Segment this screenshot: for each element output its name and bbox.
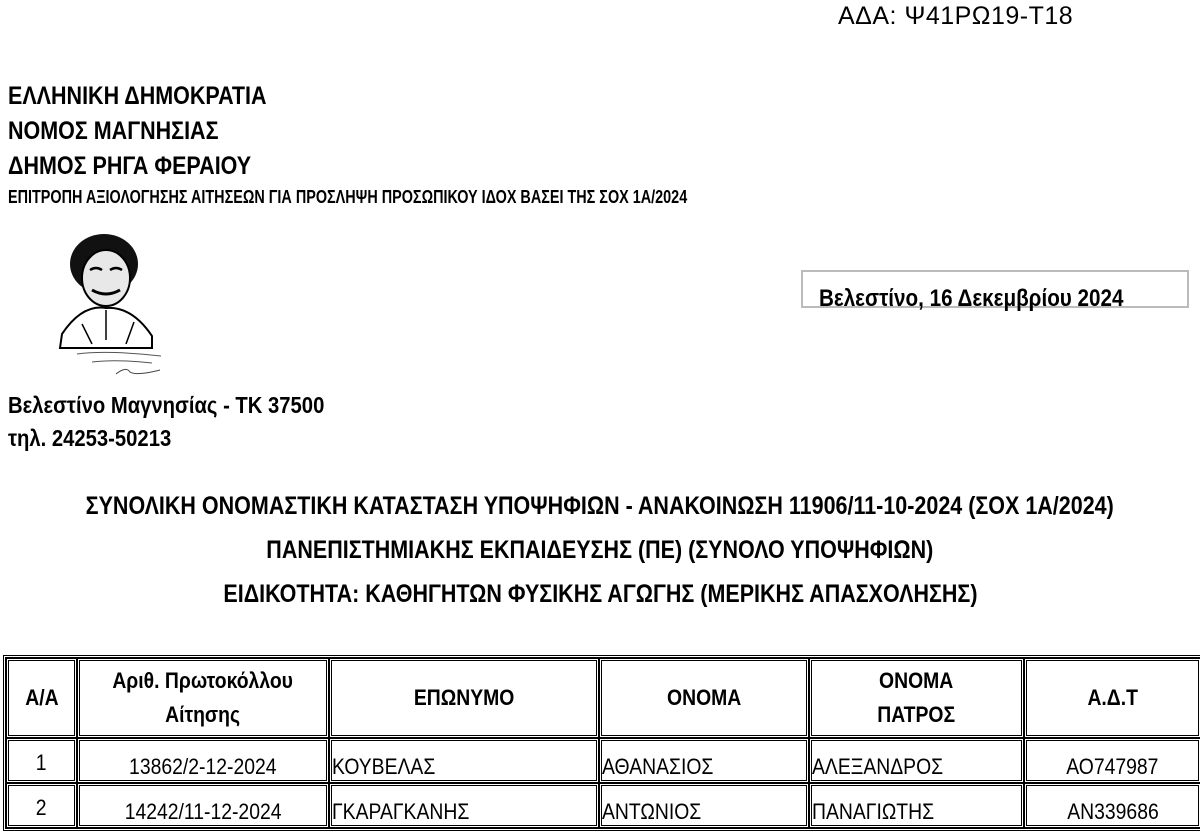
candidates-table [3,655,1200,831]
cell-adt: ΑΟ747987 [1024,738,1200,783]
header-father-name: ΟΝΟΜΑ ΠΑΤΡΟΣ [809,658,1024,738]
header-surname: ΕΠΩΝΥΜΟ [329,658,599,738]
cell-name: ΑΘΑΝΑΣΙΟΣ [599,738,809,783]
cell-father-name: ΑΛΕΞΑΝΔΡΟΣ [809,738,1024,783]
table-header-row [6,658,1200,738]
header-name: ΟΝΟΜΑ [599,658,809,738]
header-aa: Α/Α [6,658,77,738]
table-row [6,738,1200,783]
cell-adt: ΑΝ339686 [1024,783,1200,828]
cell-protocol: 14242/11-12-2024 [77,783,329,828]
header-protocol: Αριθ. Πρωτοκόλλου Αίτησης [77,658,329,738]
document-date: Βελεστίνο, 16 Δεκεμβρίου 2024 [819,285,1124,312]
cell-father-name: ΠΑΝΑΓΙΩΤΗΣ [809,783,1024,828]
date-box [801,270,1189,312]
table-row [6,783,1200,828]
cell-protocol: 13862/2-12-2024 [77,738,329,783]
header-country: ΕΛΛΗΝΙΚΗ ΔΗΜΟΚΡΑΤΙΑ [8,82,267,110]
specialty-title: ΕΙΔΙΚΟΤΗΤΑ: ΚΑΘΗΓΗΤΩΝ ΦΥΣΙΚΗΣ ΑΓΩΓΗΣ (ΜΕΡΙΚΗΣ ΑΠΑΣΧΟΛΗΣΗΣ) [222,580,978,608]
document-subtitle: ΠΑΝΕΠΙΣΤΗΜΙΑΚΗΣ ΕΚΠΑΙΔΕΥΣΗΣ (ΠΕ) (ΣΥΝΟΛΟ ΥΠΟΨΗΦΙΩΝ) [266,536,934,564]
header-adt: Α.Δ.Τ [1024,658,1200,738]
cell-name: ΑΝΤΩΝΙΟΣ [599,783,809,828]
header-prefecture: ΝΟΜΟΣ ΜΑΓΝΗΣΙΑΣ [8,117,219,145]
header-committee: ΕΠΙΤΡΟΠΗ ΑΞΙΟΛΟΓΗΣΗΣ ΑΙΤΗΣΕΩΝ ΓΙΑ ΠΡΟΣΛΗΨΗ ΠΡΟΣΩΠΙΚΟΥ ΙΔΟΧ ΒΑΣΕΙ ΤΗΣ ΣΟΧ 1Α/2024 [8,187,688,207]
cell-surname: ΓΚΑΡΑΓΚΑΝΗΣ [329,783,599,828]
cell-surname: ΚΟΥΒΕΛΑΣ [329,738,599,783]
ada-code: ΑΔΑ: Ψ41ΡΩ19-Τ18 [838,2,1074,30]
cell-aa: 1 [6,738,77,783]
phone-line: τηλ. 24253-50213 [8,425,172,451]
header-municipality: ΔΗΜΟΣ ΡΗΓΑ ΦΕΡΑΙΟΥ [8,152,252,180]
address-line: Βελεστίνο Μαγνησίας - ΤΚ 37500 [8,392,325,418]
portrait-emblem-icon [42,224,182,384]
cell-aa: 2 [6,783,77,828]
document-title: ΣΥΝΟΛΙΚΗ ΟΝΟΜΑΣΤΙΚΗ ΚΑΤΑΣΤΑΣΗ ΥΠΟΨΗΦΙΩΝ - ΑΝΑΚΟΙΝΩΣΗ 11906/11-10-2024 (ΣΟΧ 1Α/2024) [85,492,1115,520]
